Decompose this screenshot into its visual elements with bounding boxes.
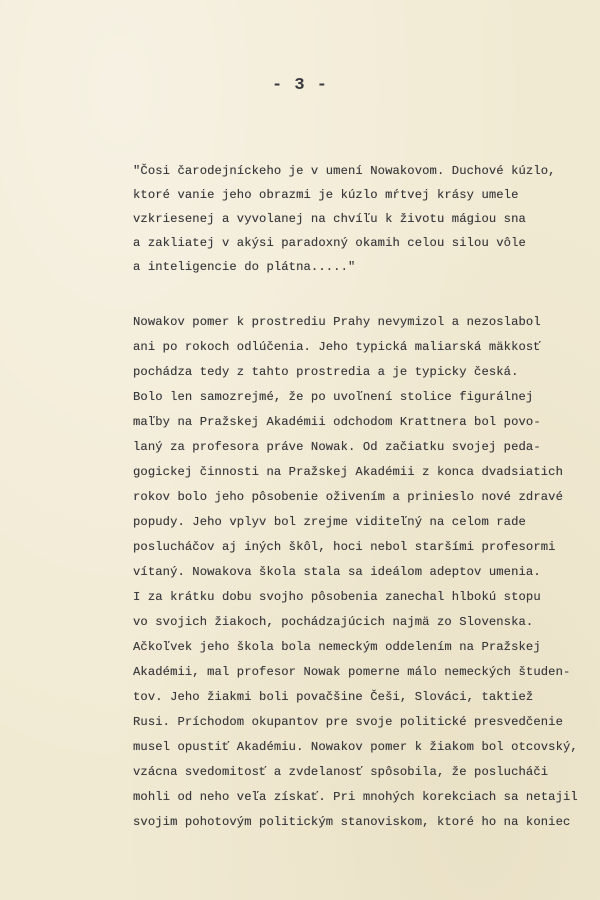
body-line: vzácna svedomitosť a zvdelanosť spôsobila, že poslucháči — [133, 765, 549, 779]
body-line: vo svojich žiakoch, pochádzajúcich najmä zo Slovenska. — [133, 615, 534, 629]
body-line: I za krátku dobu svojho pôsobenia zanechal hlbokú stopu — [133, 590, 541, 604]
body-line: popudy. Jeho vplyv bol zrejme viditeľný na celom rade — [133, 515, 526, 529]
body-line: tov. Jeho žiakmi boli povačšine Češi, Slováci, taktiež — [133, 690, 534, 704]
body-line: maľby na Pražskej Akadémii odchodom Krattnera bol povo- — [133, 415, 541, 429]
body-line: laný za profesora práve Nowak. Od začiatku svojej peda- — [133, 440, 541, 454]
body-line: Bolo len samozrejmé, že po uvoľnení stolice figurálnej — [133, 390, 534, 404]
quote-line: ktoré vanie jeho obrazmi je kúzlo mŕtvej krásy umele — [133, 188, 519, 202]
body-line: svojim pohotovým politickým stanoviskom, ktoré ho na koniec — [133, 815, 571, 829]
quote-line: a zakliatej v akýsi paradoxný okamih celou silou vôle — [133, 236, 526, 250]
body-line: mohli od neho veľa získať. Pri mnohých korekciach sa netajil — [133, 790, 578, 804]
quote-line: a inteligencie do plátna....." — [133, 260, 356, 274]
quote-line: vzkriesenej a vyvolanej na chvíľu k životu mágiou sna — [133, 212, 526, 226]
body-line: Nowakov pomer k prostrediu Prahy nevymizol a nezoslabol — [133, 315, 541, 329]
body-line: gogickej činnosti na Pražskej Akadémii z konca dvadsiatich — [133, 465, 563, 479]
body-line: vítaný. Nowakova škola stala sa ideálom adeptov umenia. — [133, 565, 541, 579]
page-number: - 3 - — [271, 76, 328, 95]
body-line: rokov bolo jeho pôsobenie oživením a prinieslo nové zdravé — [133, 490, 563, 504]
body-line: Akadémii, mal profesor Nowak pomerne málo nemeckých študen- — [133, 665, 571, 679]
quote-paragraph — [133, 159, 573, 279]
body-line: musel opustiť Akadémiu. Nowakov pomer k žiakom bol otcovský, — [133, 740, 578, 754]
quote-line: "Čosi čarodejníckeho je v umení Nowakovom. Duchové kúzlo, — [133, 164, 556, 178]
body-line: poslucháčov aj iných škôl, hoci nebol staršími profesormi — [133, 540, 556, 554]
body-paragraph — [133, 310, 578, 835]
body-line: Rusi. Príchodom okupantov pre svoje politické presvedčenie — [133, 715, 563, 729]
body-line: Ačkoľvek jeho škola bola nemeckým oddelením na Pražskej — [133, 640, 541, 654]
body-line: ani po rokoch odlúčenia. Jeho typická maliarská mäkkosť — [133, 340, 541, 354]
body-line: pochádza tedy z tahto prostredia a je typicky česká. — [133, 365, 519, 379]
